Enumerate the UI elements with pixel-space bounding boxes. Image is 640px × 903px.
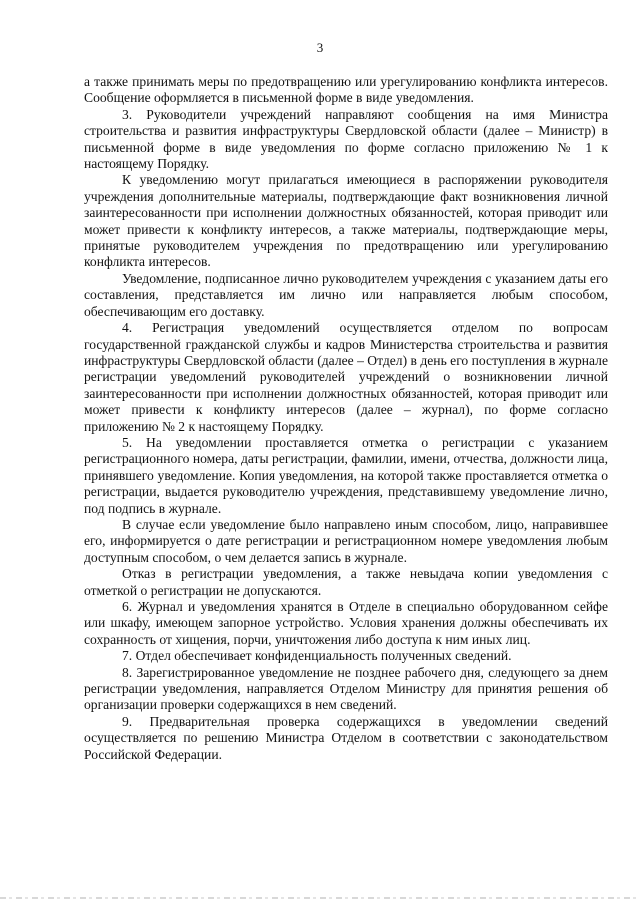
paragraph-item-5: 5. На уведомлении проставляется отметка о регистрации с указанием регистрационного номера, даты регистрации, фамилии, имени, отчества, должности лица, принявшего уведомление. Копия уведомления, на которой также проставляется отметка о регистрации, выдается руководителю учреждения, представившему уведомление лично, под подпись в журнале. (84, 434, 608, 516)
paragraph-other-method: В случае если уведомление было направлено иным способом, лицо, направившее его, информируется о дате регистрации и регистрационном номере уведомления любым доступным способом, о чем делается запись в журнале. (84, 516, 608, 565)
paragraph-signed-notice: Уведомление, подписанное лично руководителем учреждения с указанием даты его составления, представляется им лично или направляется любым способом, обеспечивающим его доставку. (84, 270, 608, 319)
paragraph-item-4: 4. Регистрация уведомлений осуществляется отделом по вопросам государственной гражданской службы и кадров Министерства строительства и развития инфраструктуры Свердловской области (далее – Отдел) в день его поступления в журнале регистрации уведомлений руководителей учреждений о возникновении личной заинтересованности при исполнении должностных обязанностей, которая приводит или может привести к конфликту интересов (далее – журнал), по форме согласно приложению № 2 к настоящему Порядку. (84, 320, 608, 434)
paragraph-attachments: К уведомлению могут прилагаться имеющиеся в распоряжении руководителя учреждения дополнительные материалы, подтверждающие факт возникновения личной заинтересованности при исполнении должностных обязанностей, которая приводит или может привести к конфликту интересов, а также материалы, подтверждающие меры, принятые руководителем учреждения по предотвращению или урегулированию конфликта интересов. (84, 172, 608, 270)
paragraph-item-8: 8. Зарегистрированное уведомление не позднее рабочего дня, следующего за днем регистрации уведомления, направляется Отделом Министру для принятия решения об организации проверки содержащихся в нем сведений. (84, 664, 608, 713)
paragraph-refusal: Отказ в регистрации уведомления, а также невыдача копии уведомления с отметкой о регистрации не допускаются. (84, 566, 608, 598)
page-number: 3 (316, 40, 324, 55)
paragraph-item-9: 9. Предварительная проверка содержащихся в уведомлении сведений осуществляется по решению Министра Отделом в соответствии с законодательством Российской Федерации. (84, 713, 608, 762)
scan-edge-artifact (0, 897, 640, 899)
paragraph-continuation: а также принимать меры по предотвращению или урегулированию конфликта интересов. Сообщение оформляется в письменной форме в виде уведомления. (84, 74, 608, 106)
document-body (84, 74, 608, 763)
paragraph-item-7: 7. Отдел обеспечивает конфиденциальность полученных сведений. (122, 648, 512, 664)
paragraph-item-6: 6. Журнал и уведомления хранятся в Отделе в специально оборудованном сейфе или шкафу, имеющем запорное устройство. Условия хранения должны обеспечивать их сохранность от хищения, порчи, уничтожения либо доступа к ним иных лиц. (84, 599, 608, 647)
paragraph-item-3: 3. Руководители учреждений направляют сообщения на имя Министра строительства и развития инфраструктуры Свердловской области (далее – Министр) в письменной форме в виде уведомления по форме согласно приложению № 1 к настоящему Порядку. (84, 106, 608, 172)
